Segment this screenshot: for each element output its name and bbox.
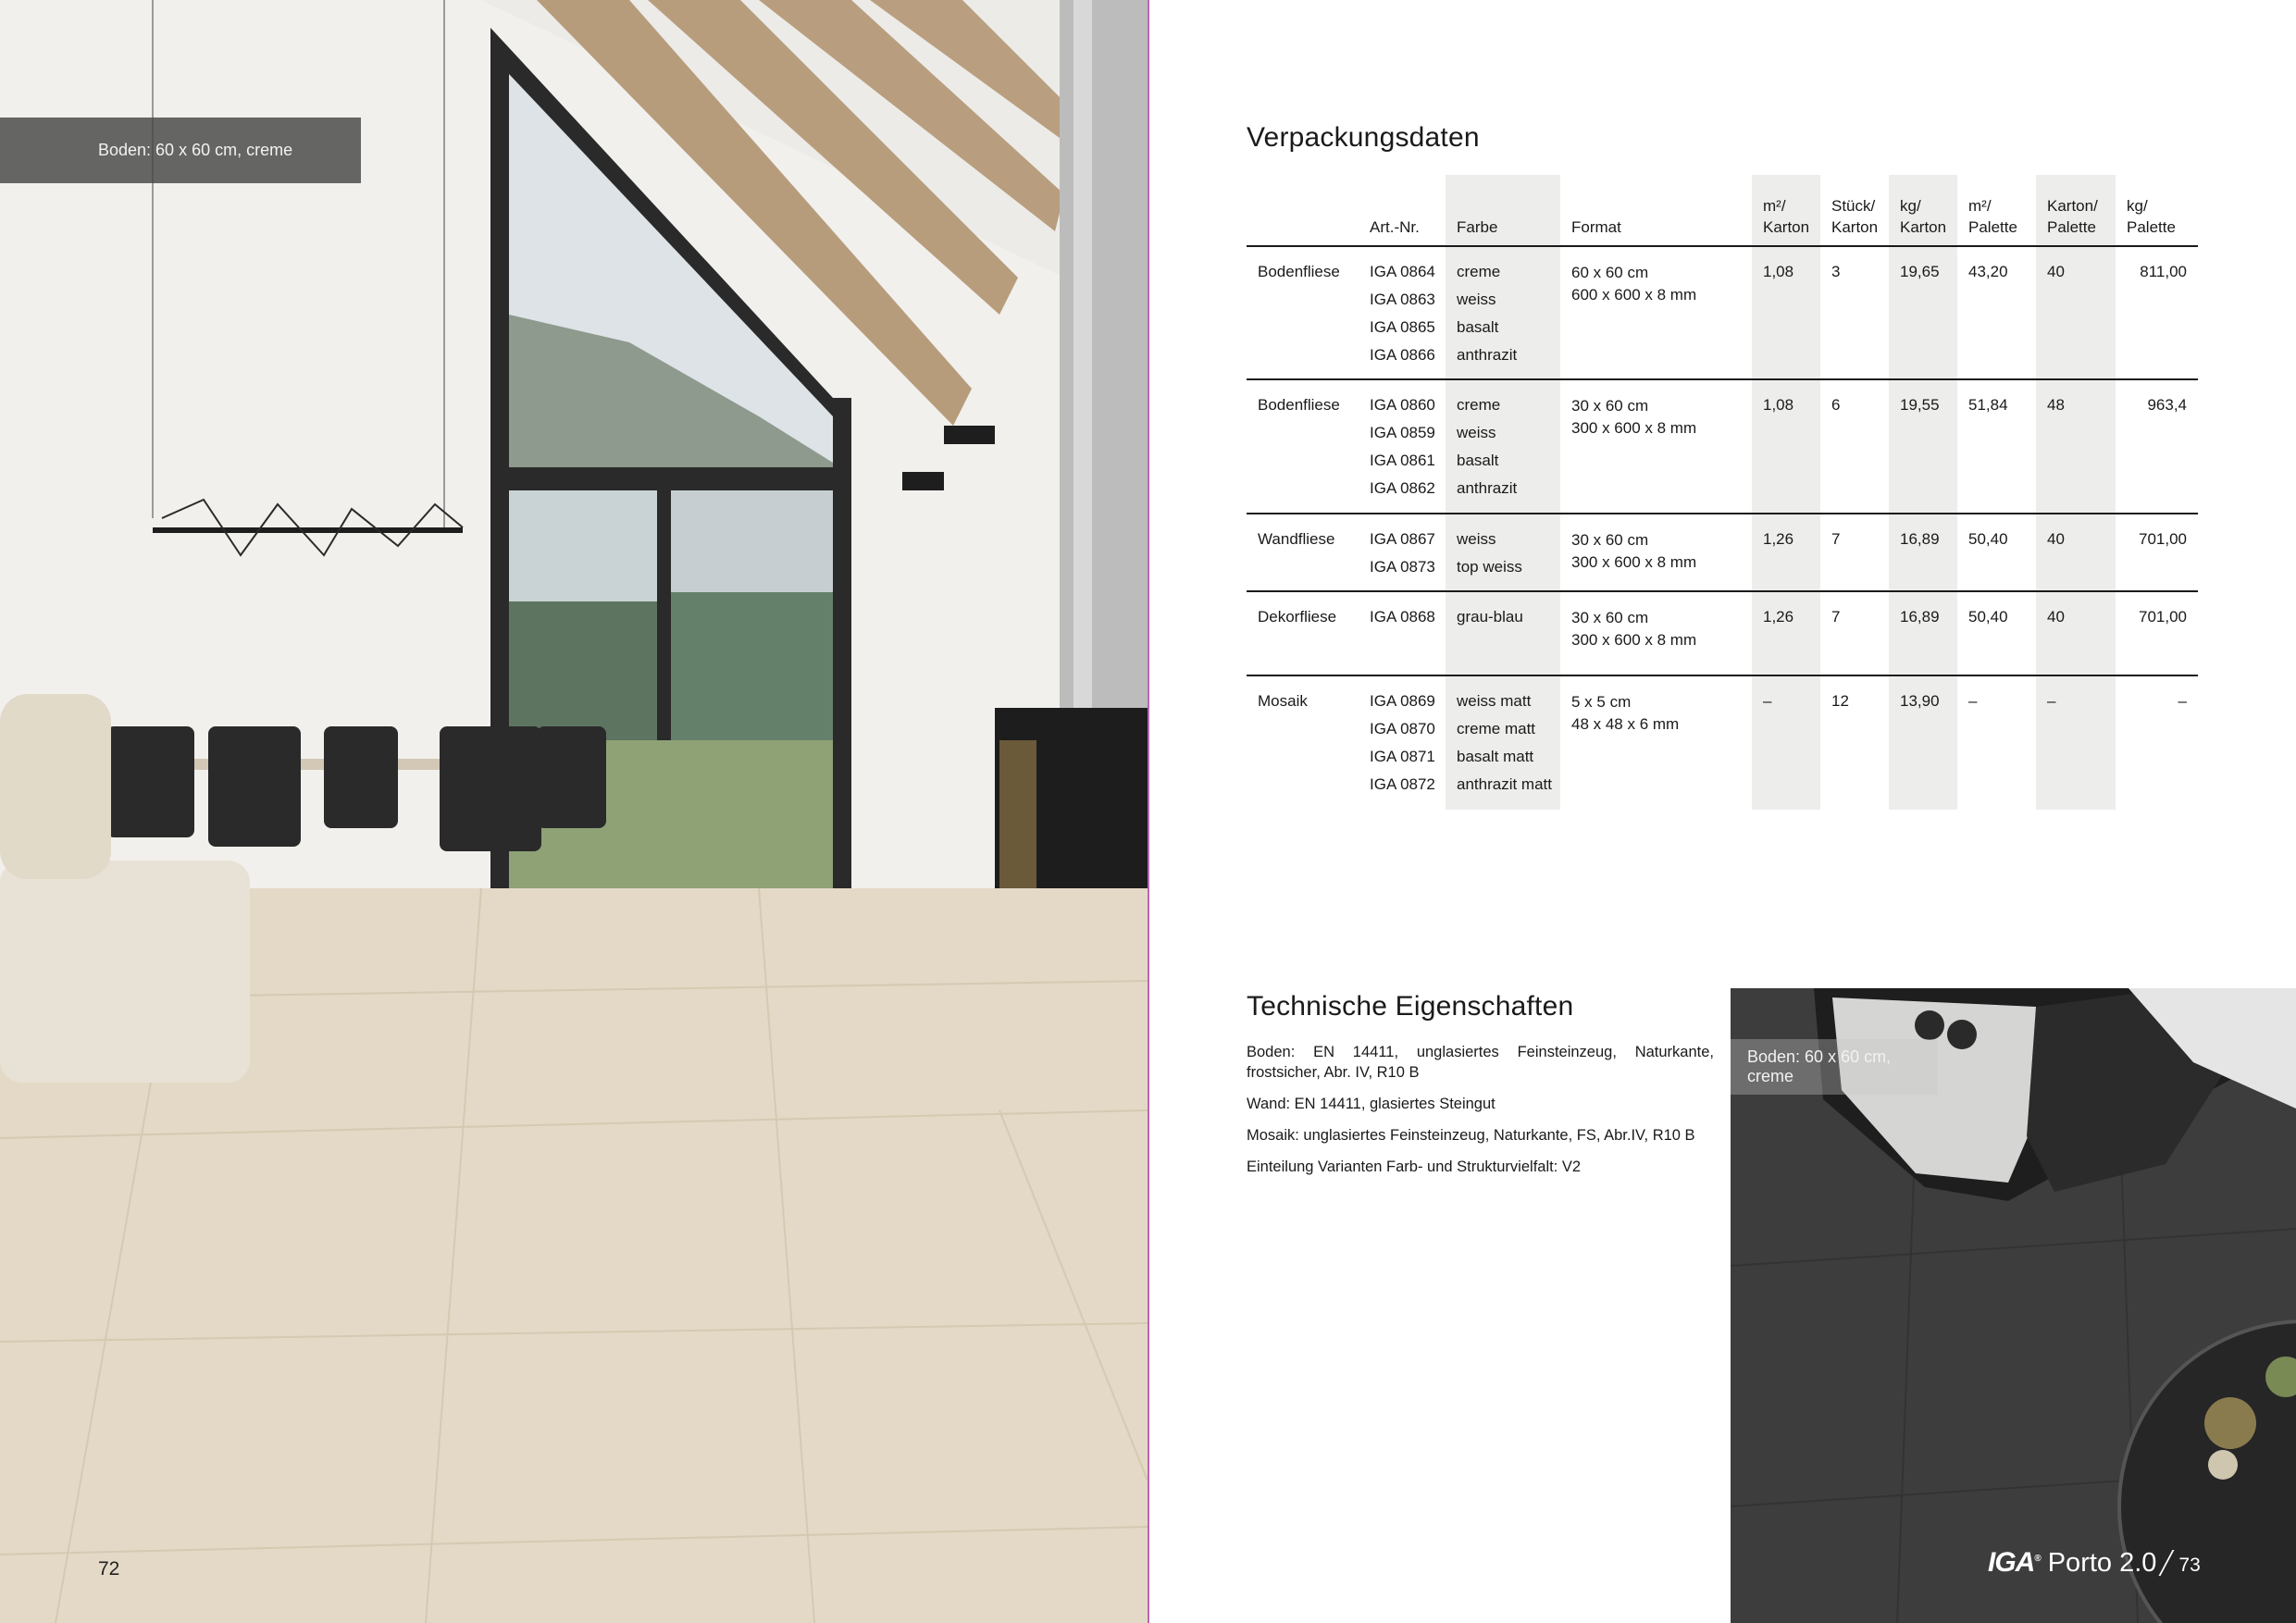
cell-kg-palette: 963,4 — [2147, 396, 2187, 414]
row-articles: IGA 0860 IGA 0859 IGA 0861 IGA 0862 — [1370, 396, 1435, 497]
row-type: Bodenfliese — [1258, 263, 1340, 280]
header-karton-palette: Karton/ Palette — [2047, 197, 2098, 236]
technical-item: Mosaik: unglasiertes Feinsteinzeug, Naturkante, FS, Abr.IV, R10 B — [1247, 1127, 1695, 1144]
cell-stueck-karton: 7 — [1831, 608, 1841, 626]
cell-m2-palette: 51,84 — [1968, 396, 2008, 414]
header-rule — [1247, 245, 2198, 247]
packaging-data-title: Verpackungsdaten — [1247, 122, 1480, 153]
row-type: Bodenfliese — [1258, 396, 1340, 414]
header-art-nr: Art.-Nr. — [1370, 218, 1420, 236]
packaging-data-table — [1247, 175, 2198, 810]
brand-footer — [1988, 1547, 2201, 1579]
cell-kg-karton: 16,89 — [1900, 608, 1940, 626]
row-rule — [1247, 590, 2198, 592]
row-format: 30 x 60 cm 300 x 600 x 8 mm — [1571, 531, 1697, 571]
cell-karton-palette: 40 — [2047, 530, 2065, 548]
header-farbe: Farbe — [1457, 218, 1498, 236]
cell-m2-palette: 50,40 — [1968, 530, 2008, 548]
row-type: Wandfliese — [1258, 530, 1335, 548]
row-rule — [1247, 675, 2198, 676]
row-format: 30 x 60 cm 300 x 600 x 8 mm — [1571, 609, 1697, 649]
row-type: Mosaik — [1258, 692, 1308, 710]
page-number-left: 72 — [98, 1558, 120, 1580]
header-m2-karton: m²/ Karton — [1763, 197, 1810, 236]
photo-caption: Boden: 60 x 60 cm, creme — [1731, 1039, 1938, 1095]
technical-properties-list — [1247, 1042, 1714, 1188]
row-colors: creme weiss basalt anthrazit — [1457, 396, 1518, 497]
row-format: 60 x 60 cm 600 x 600 x 8 mm — [1571, 264, 1697, 304]
cell-stueck-karton: 7 — [1831, 530, 1841, 548]
cell-m2-karton: – — [1763, 692, 1772, 710]
cell-m2-palette: 43,20 — [1968, 263, 2008, 280]
row-format: 5 x 5 cm 48 x 48 x 6 mm — [1571, 693, 1680, 733]
cell-karton-palette: 40 — [2047, 608, 2065, 626]
brand-name: Porto 2.0 — [2047, 1548, 2157, 1578]
header-stueck-karton: Stück/ Karton — [1831, 197, 1879, 236]
row-articles: IGA 0867 IGA 0873 — [1370, 530, 1435, 576]
row-type: Dekorfliese — [1258, 608, 1337, 626]
cell-kg-karton: 13,90 — [1900, 692, 1940, 710]
cell-kg-karton: 19,55 — [1900, 396, 1940, 414]
cell-kg-palette: 811,00 — [2140, 263, 2187, 280]
technical-item: Boden: EN 14411, unglasiertes Feinsteinzeug, Naturkante, frostsicher, Abr. IV, R10 B — [1247, 1044, 1714, 1081]
cell-kg-palette: 701,00 — [2139, 608, 2187, 626]
header-format: Format — [1571, 218, 1621, 236]
technical-properties-title: Technische Eigenschaften — [1247, 991, 1574, 1022]
cell-kg-palette: – — [2178, 692, 2187, 710]
cell-stueck-karton: 3 — [1831, 263, 1841, 280]
row-colors: weiss top weiss — [1457, 530, 1522, 576]
cell-karton-palette: 48 — [2047, 396, 2065, 414]
header-kg-karton: kg/ Karton — [1900, 197, 1947, 236]
cell-m2-palette: 50,40 — [1968, 608, 2008, 626]
cell-stueck-karton: 6 — [1831, 396, 1841, 414]
cell-karton-palette: – — [2047, 692, 2056, 710]
row-articles: IGA 0869 IGA 0870 IGA 0871 IGA 0872 — [1370, 692, 1435, 793]
cell-m2-palette: – — [1968, 692, 1978, 710]
row-rule — [1247, 513, 2198, 514]
row-colors: creme weiss basalt anthrazit — [1457, 263, 1518, 364]
cell-m2-karton: 1,08 — [1763, 263, 1794, 280]
row-rule — [1247, 378, 2198, 380]
page-number-right: 73 — [2178, 1555, 2201, 1576]
row-articles: IGA 0868 — [1370, 608, 1435, 626]
header-kg-palette: kg/ Palette — [2127, 197, 2176, 236]
cell-kg-palette: 701,00 — [2139, 530, 2187, 548]
cell-kg-karton: 16,89 — [1900, 530, 1940, 548]
cell-kg-karton: 19,65 — [1900, 263, 1940, 280]
row-format: 30 x 60 cm 300 x 600 x 8 mm — [1571, 397, 1697, 437]
technical-item: Einteilung Varianten Farb- und Strukturvielfalt: V2 — [1247, 1158, 1582, 1175]
cell-karton-palette: 40 — [2047, 263, 2065, 280]
header-m2-palette: m²/ Palette — [1968, 197, 2017, 236]
cell-m2-karton: 1,08 — [1763, 396, 1794, 414]
row-articles: IGA 0864 IGA 0863 IGA 0865 IGA 0866 — [1370, 263, 1435, 364]
slash-divider — [2159, 1550, 2175, 1576]
row-colors: weiss matt creme matt basalt matt anthrazit matt — [1457, 692, 1552, 793]
photo-caption: Boden: 60 x 60 cm, creme — [0, 118, 361, 183]
cell-m2-karton: 1,26 — [1763, 530, 1794, 548]
row-colors: grau-blau — [1457, 608, 1523, 626]
technical-item: Wand: EN 14411, glasiertes Steingut — [1247, 1096, 1496, 1112]
brand-logo: IGA® — [1988, 1547, 2041, 1578]
page-spread-divider — [1148, 0, 1149, 1623]
cell-stueck-karton: 12 — [1831, 692, 1849, 710]
cell-m2-karton: 1,26 — [1763, 608, 1794, 626]
